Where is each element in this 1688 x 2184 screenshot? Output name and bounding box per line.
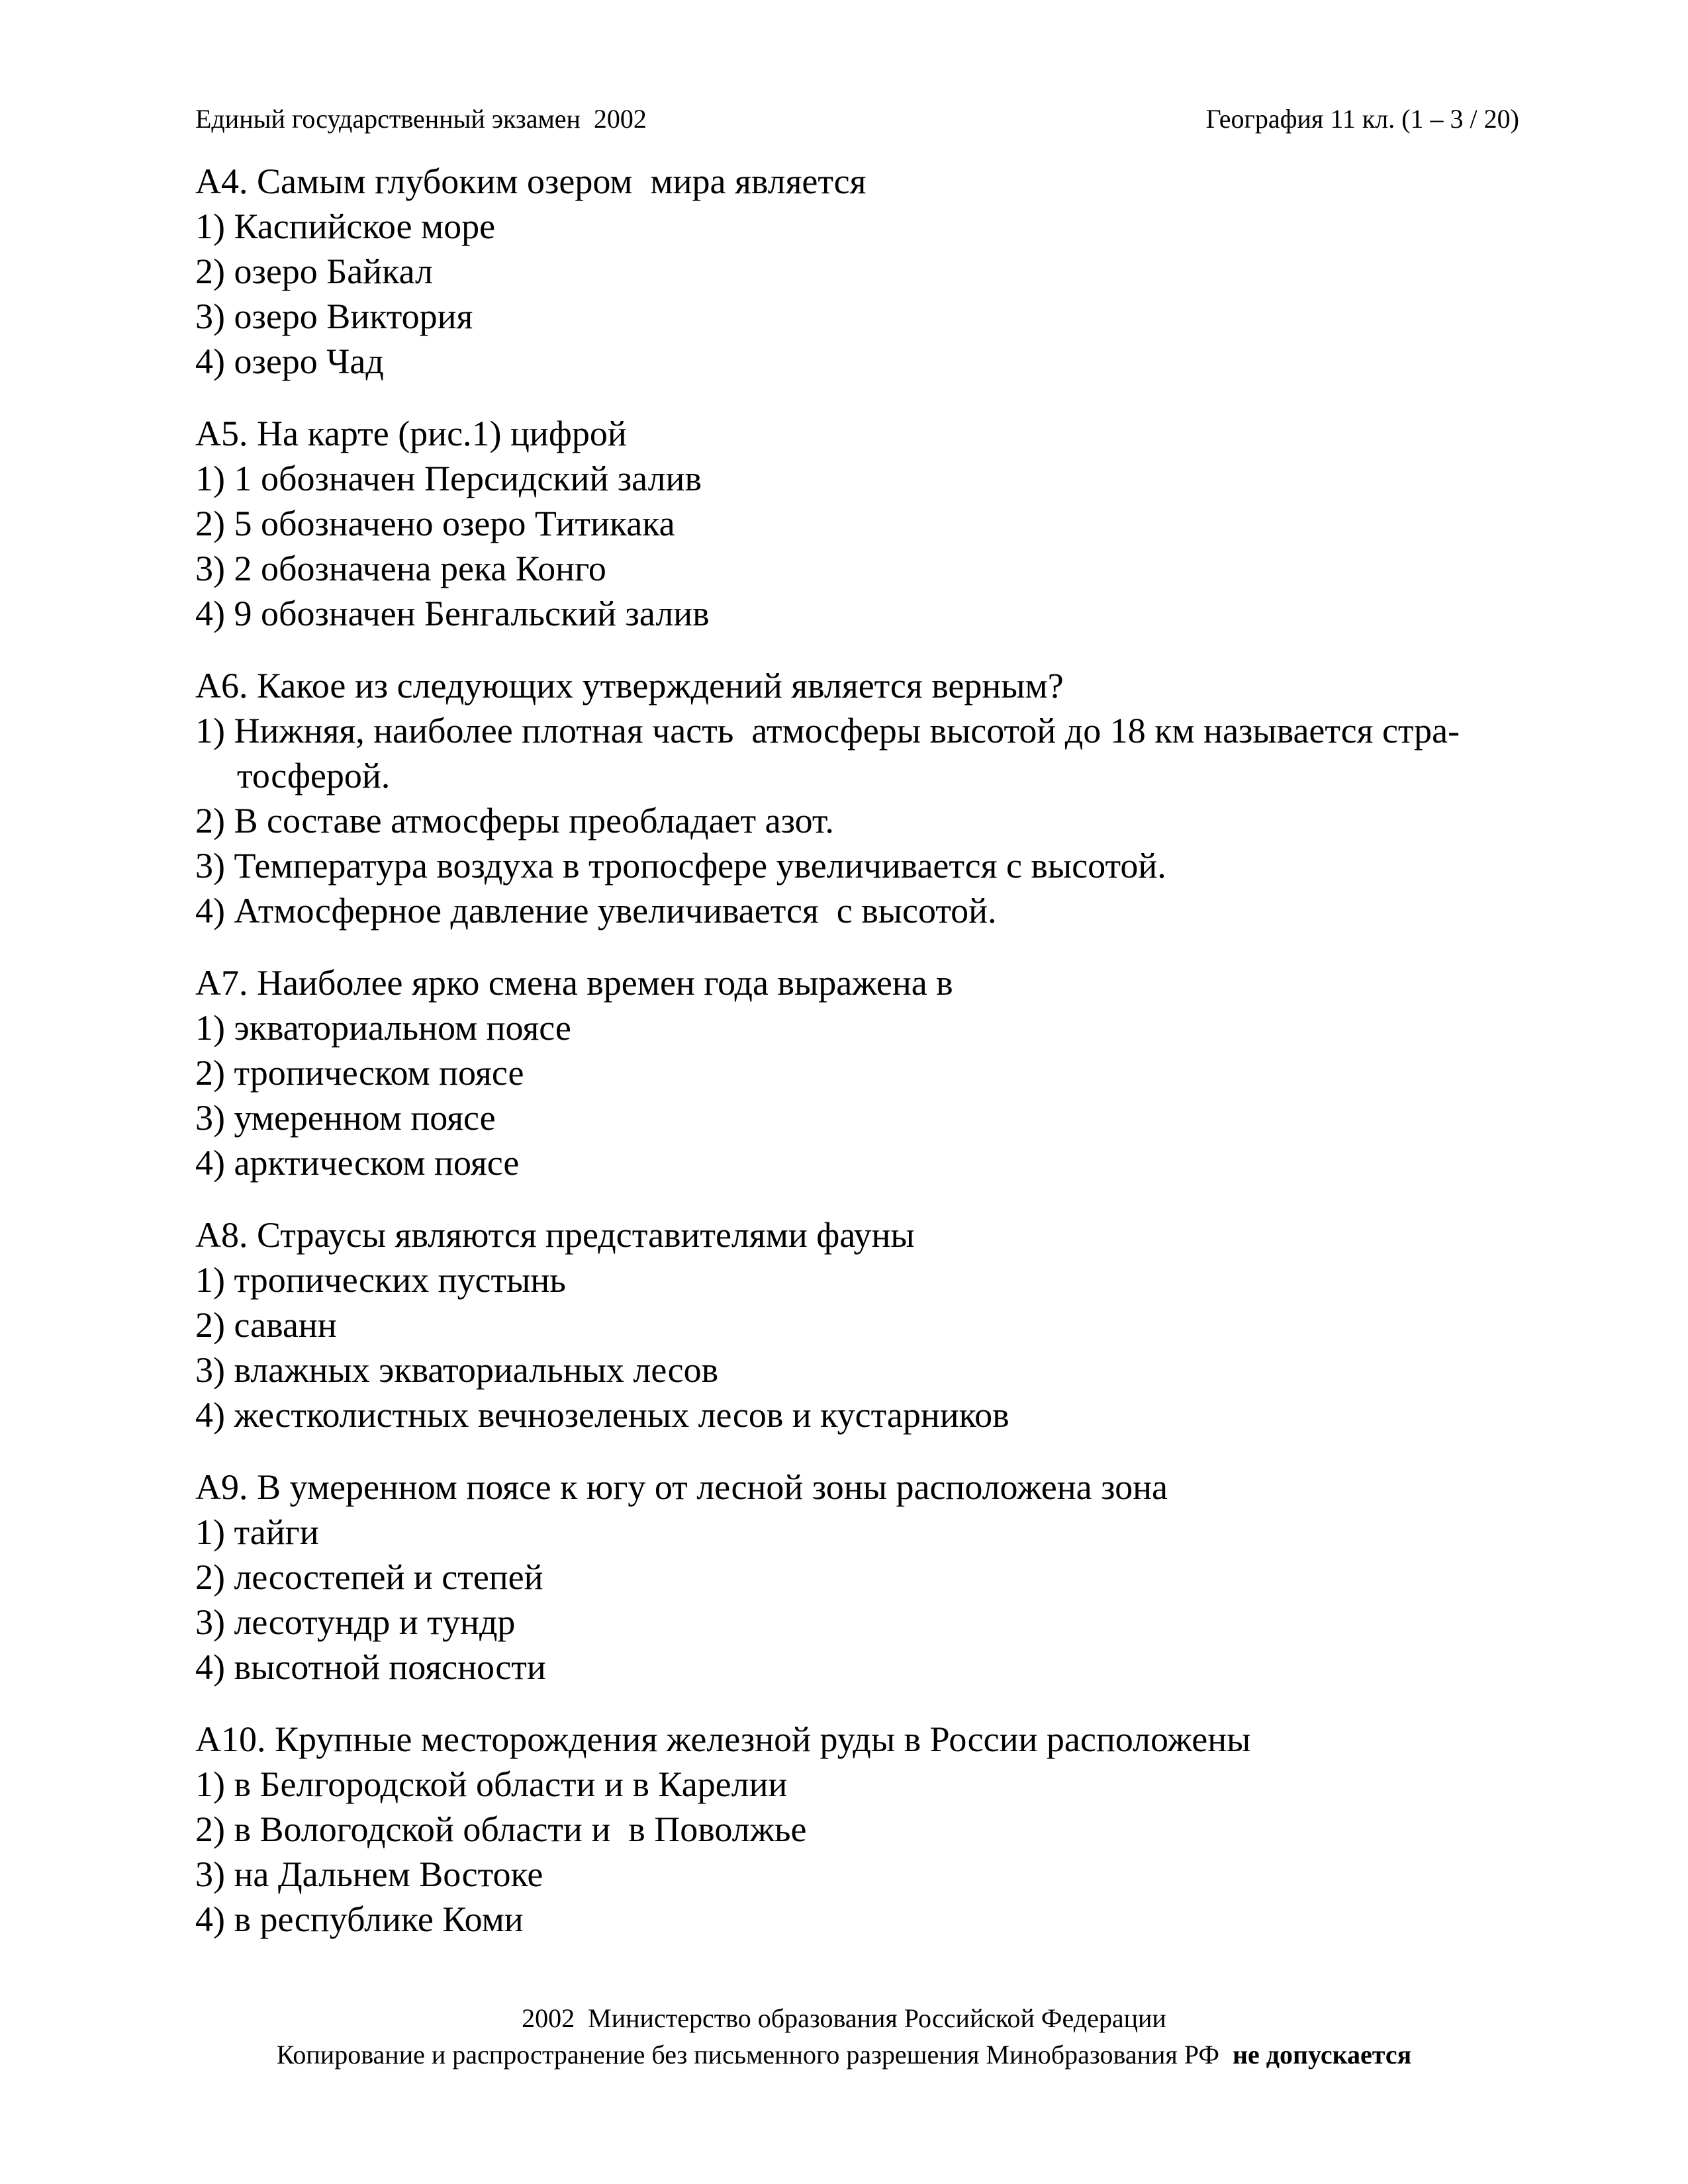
answer-option: 1) тайги bbox=[195, 1512, 319, 1552]
answer-option: 4) озеро Чад bbox=[195, 341, 384, 381]
question-title: А4. Самым глубоким озером мира является bbox=[195, 161, 867, 201]
exam-title: Единый государственный экзамен 2002 bbox=[195, 104, 647, 134]
page-footer bbox=[0, 2000, 1688, 2073]
question-a6 bbox=[195, 663, 1552, 933]
question-title: А6. Какое из следующих утверждений является верным? bbox=[195, 666, 1064, 705]
footer-copyright-text: Копирование и распространение без письменного разрешения Минобразования РФ bbox=[276, 2040, 1233, 2070]
answer-option: 4) жестколистных вечнозеленых лесов и кустарников bbox=[195, 1395, 1009, 1435]
question-a4 bbox=[195, 159, 1552, 384]
answer-option: 3) озеро Виктория bbox=[195, 296, 473, 336]
question-title: А10. Крупные месторождения железной руды в России расположены bbox=[195, 1719, 1251, 1759]
question-title: А7. Наиболее ярко смена времен года выражена в bbox=[195, 963, 953, 1003]
answer-option: 3) лесотундр и тундр bbox=[195, 1602, 516, 1642]
answer-option: 3) на Дальнем Востоке bbox=[195, 1854, 543, 1894]
question-a9 bbox=[195, 1465, 1552, 1690]
answer-option: 1) экваториальном поясе bbox=[195, 1008, 571, 1048]
footer-ministry: 2002 Министерство образования Российской Федерации bbox=[522, 2003, 1166, 2033]
answer-option: 1) 1 обозначен Персидский залив bbox=[195, 459, 702, 498]
answer-option: 2) в Вологодской области и в Поволжье bbox=[195, 1809, 807, 1849]
answer-option: 4) высотной поясности bbox=[195, 1647, 546, 1687]
answer-option: 3) 2 обозначена река Конго bbox=[195, 549, 606, 588]
question-a10 bbox=[195, 1717, 1552, 1942]
answer-option: 3) Температура воздуха в тропосфере увеличивается с высотой. bbox=[195, 846, 1166, 886]
footer-copyright-prohibited: не допускается bbox=[1232, 2040, 1412, 2070]
answer-option: 1) Каспийское море bbox=[195, 206, 496, 246]
answer-option: 3) умеренном поясе bbox=[195, 1098, 496, 1138]
answer-option: 2) тропическом поясе bbox=[195, 1053, 524, 1093]
answer-option: 2) саванн bbox=[195, 1305, 337, 1345]
answer-option: 4) 9 обозначен Бенгальский залив bbox=[195, 594, 710, 633]
question-title: А8. Страусы являются представителями фауны bbox=[195, 1215, 915, 1255]
questions-content bbox=[195, 159, 1552, 1969]
answer-option: 1) в Белгородской области и в Карелии bbox=[195, 1764, 788, 1804]
question-title: А9. В умеренном поясе к югу от лесной зоны расположена зона bbox=[195, 1467, 1168, 1507]
answer-option: 1) тропических пустынь bbox=[195, 1260, 566, 1300]
answer-option: 2) В составе атмосферы преобладает азот. bbox=[195, 801, 834, 841]
question-a5 bbox=[195, 411, 1552, 636]
answer-option: 4) арктическом поясе bbox=[195, 1143, 520, 1183]
answer-option: 2) озеро Байкал bbox=[195, 251, 433, 291]
question-a8 bbox=[195, 1212, 1552, 1437]
answer-option: 2) 5 обозначено озеро Титикака bbox=[195, 504, 675, 543]
question-a7 bbox=[195, 960, 1552, 1185]
subject-page-info: География 11 кл. (1 – 3 / 20) bbox=[1205, 104, 1519, 134]
question-title: А5. На карте (рис.1) цифрой bbox=[195, 414, 627, 453]
answer-option: 3) влажных экваториальных лесов bbox=[195, 1350, 719, 1390]
answer-option: 1) Нижняя, наиболее плотная часть атмосферы высотой до 18 км называется стра-тосферой. bbox=[195, 711, 1460, 796]
footer-copyright bbox=[0, 2036, 1688, 2073]
answer-option: 4) в республике Коми bbox=[195, 1899, 524, 1939]
answer-option: 2) лесостепей и степей bbox=[195, 1557, 543, 1597]
page-header bbox=[195, 99, 1519, 139]
answer-option: 4) Атмосферное давление увеличивается с высотой. bbox=[195, 891, 997, 931]
